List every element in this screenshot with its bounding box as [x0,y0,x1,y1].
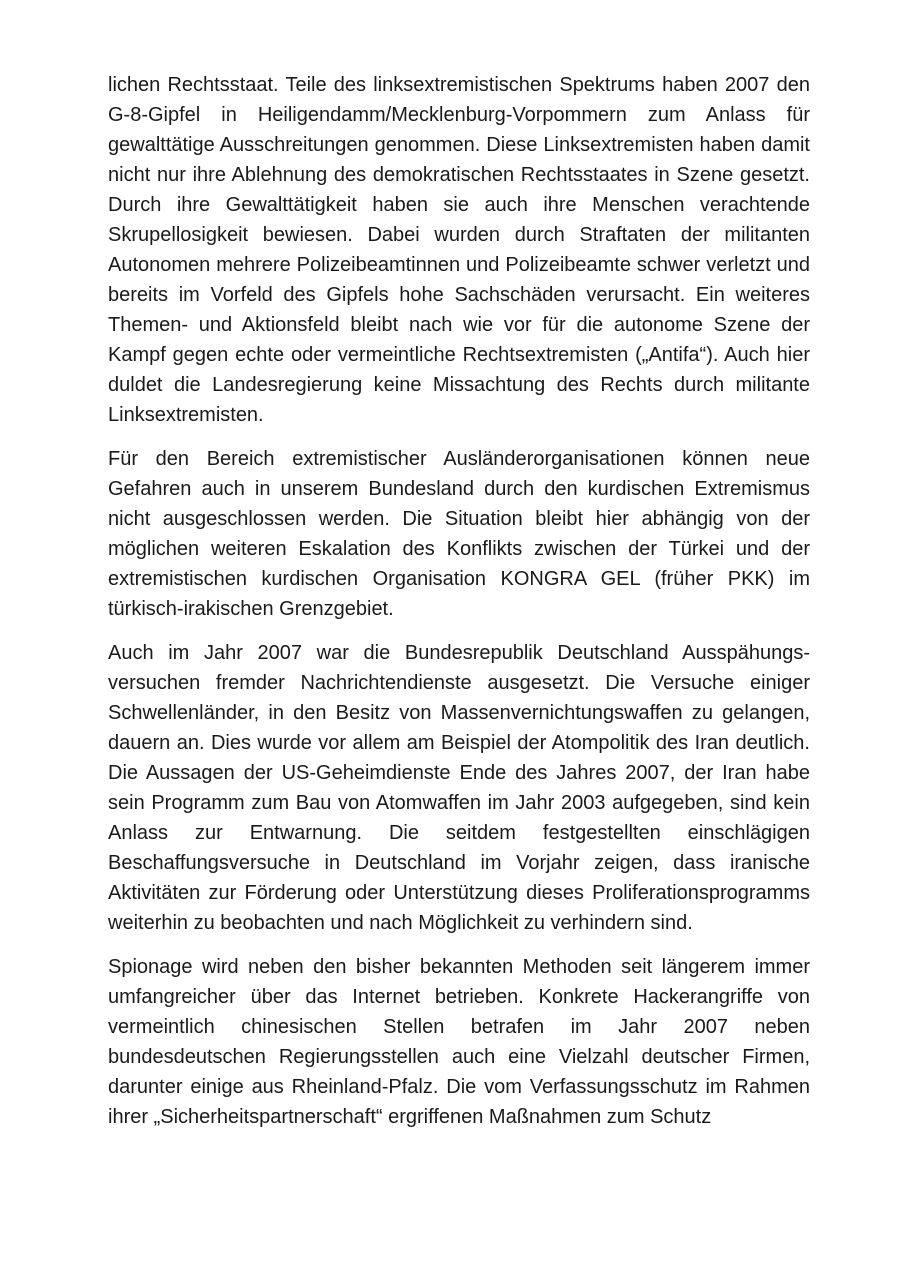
document-page [108,70,810,1146]
paragraph-spionage-internet: Spionage wird neben den bisher bekannten Methoden seit längerem immer umfangreicher über das Internet betrieben. Konkrete Hackerangriffe von vermeintlich chinesischen Stellen betrafen im Jahr 2007 neben bundesdeutschen Regierungsstellen auch eine Vielzahl deutscher Firmen, darunter einige aus Rheinland-Pfalz. Die vom Verfassungsschutz im Rahmen ihrer „Sicherheitspartnerschaft“ ergriffenen Maßnahmen zum Schutz [108,956,810,1128]
paragraph-nachrichtendienste: Auch im Jahr 2007 war die Bundesrepublik Deutschland Ausspähungsversuchen fremder Nachrichtendienste ausgesetzt. Die Versuche einiger Schwellenländer, in den Besitz von Massenvernichtungswaffen zu gelangen, dauern an. Dies wurde vor allem am Beispiel der Atompolitik des Iran deutlich. Die Aussagen der US-Geheimdienste Ende des Jahres 2007, der Iran habe sein Programm zum Bau von Atomwaffen im Jahr 2003 aufgegeben, sind kein Anlass zur Entwarnung. Die seitdem festgestellten einschlägigen Beschaffungsversuche in Deutschland im Vorjahr zeigen, dass iranische Aktivitäten zur Förderung oder Unterstützung dieses Proliferationsprogramms weiterhin zu beobachten und nach Möglichkeit zu verhindern sind. [108,642,810,934]
paragraph-linksextremismus: lichen Rechtsstaat. Teile des linksextremistischen Spektrums haben 2007 den G-8-Gipfel in Heiligendamm/Mecklenburg-Vorpommern zum Anlass für gewalttätige Ausschreitungen genommen. Diese Linksextremisten haben damit nicht nur ihre Ablehnung des demokratischen Rechtsstaates in Szene gesetzt. Durch ihre Gewalttätigkeit haben sie auch ihre Menschen verachtende Skrupellosigkeit bewiesen. Dabei wurden durch Straftaten der militanten Autonomen mehrere Polizeibeamtinnen und Polizeibeamte schwer verletzt und bereits im Vorfeld des Gipfels hohe Sachschäden verursacht. Ein weiteres Themen- und Aktionsfeld bleibt nach wie vor für die autonome Szene der Kampf gegen echte oder vermeintliche Rechtsextremisten („Antifa“). Auch hier duldet die Landesregierung keine Missachtung des Rechts durch militante Linksextremisten. [108,74,810,426]
paragraph-auslaenderextremismus: Für den Bereich extremistischer Ausländerorganisationen können neue Gefahren auch in unserem Bundesland durch den kurdischen Extremismus nicht ausgeschlossen werden. Die Situation bleibt hier abhängig von der möglichen weiteren Eskalation des Konflikts zwischen der Türkei und der extremistischen kurdischen Organisation KONGRA GEL (früher PKK) im türkisch-irakischen Grenzgebiet. [108,448,810,620]
